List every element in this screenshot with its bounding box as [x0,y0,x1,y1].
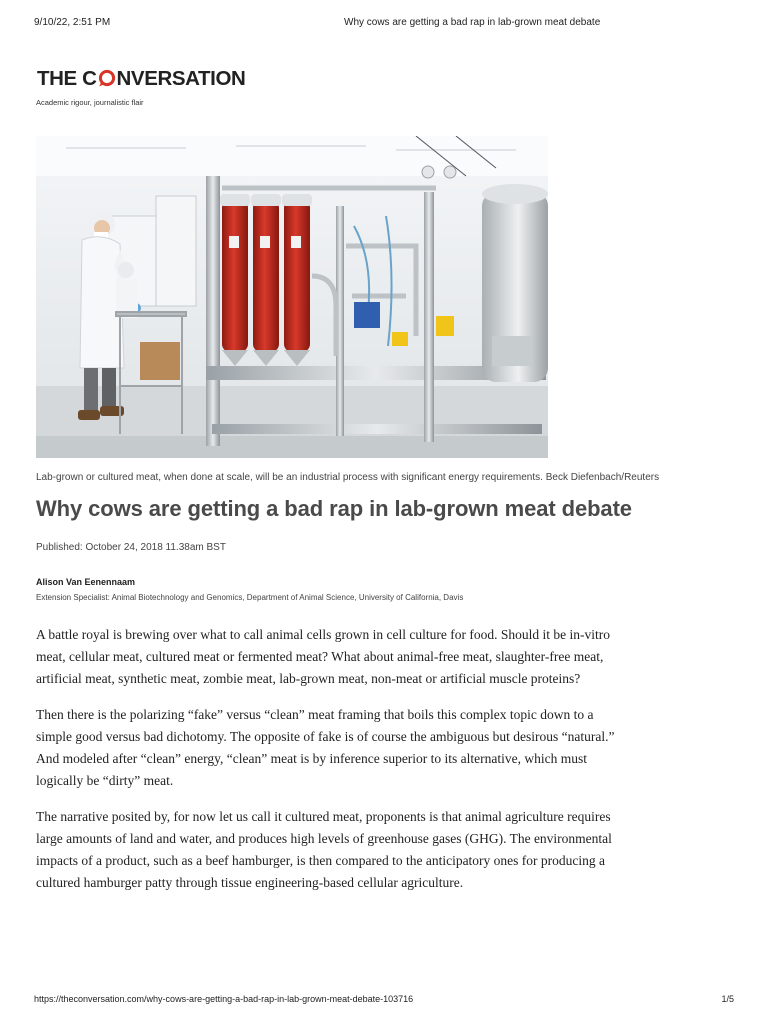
print-header [34,17,734,31]
steel-tank [482,184,548,382]
image-caption: Lab-grown or cultured meat, when done at scale, will be an industrial process with significant energy requirements. Beck Diefenbach/Reuters [36,472,660,483]
body-paragraph-2: Then there is the polarizing “fake” versus “clean” meat framing that boils this complex topic down to a simple good versus bad dichotomy. The opposite of fake is of course the ambiguous but desirous “natural.” And modeled after “clean” energy, “clean” meat is by inference superior to its alternative, which must logically be “dirty” meat. [36,707,615,788]
site-logo[interactable] [37,68,245,90]
body-paragraph-3: The narrative posited by, for now let us call it cultured meat, proponents is that animal agriculture requires large amounts of land and water, and produces high levels of greenhouse gases (GHG). The environmental impacts of a product, such as a beef hamburger, is then compared to the anticipatory ones for producing a cultured hamburger patty through tissue engineering-based cellular agriculture. [36,809,612,890]
published-date: Published: October 24, 2018 11.38am BST [36,542,226,553]
page-url[interactable]: https://theconversation.com/why-cows-are-getting-a-bad-rap-in-lab-grown-meat-debate-103716 [34,994,414,1004]
article-body [36,624,626,908]
article-headline: Why cows are getting a bad rap in lab-grown meat debate [36,496,632,521]
print-date: 9/10/22, 2:51 PM [34,17,111,28]
site-tagline: Academic rigour, journalistic flair [36,98,144,107]
body-paragraph-1: A battle royal is brewing over what to call animal cells grown in cell culture for food. Should it be in-vitro meat, cellular meat, cultured meat or fermented meat? What about animal-free meat, slaughter-free meat, artificial meat, synthetic meat, zombie meat, lab-grown meat, non-meat or artificial muscle proteins? [36,627,610,686]
speech-bubble-icon [98,69,116,87]
author-name[interactable]: Alison Van Eenennaam [36,577,136,587]
logo-text-end: NVERSATION [116,67,246,90]
print-doc-title: Why cows are getting a bad rap in lab-grown meat debate [344,17,601,28]
author-role: Extension Specialist: Animal Biotechnology and Genomics, Department of Animal Science, University of California, Davis [36,593,464,602]
logo-text-start: THE C [37,67,97,90]
hero-image [36,136,548,458]
page-number: 1/5 [721,994,734,1004]
